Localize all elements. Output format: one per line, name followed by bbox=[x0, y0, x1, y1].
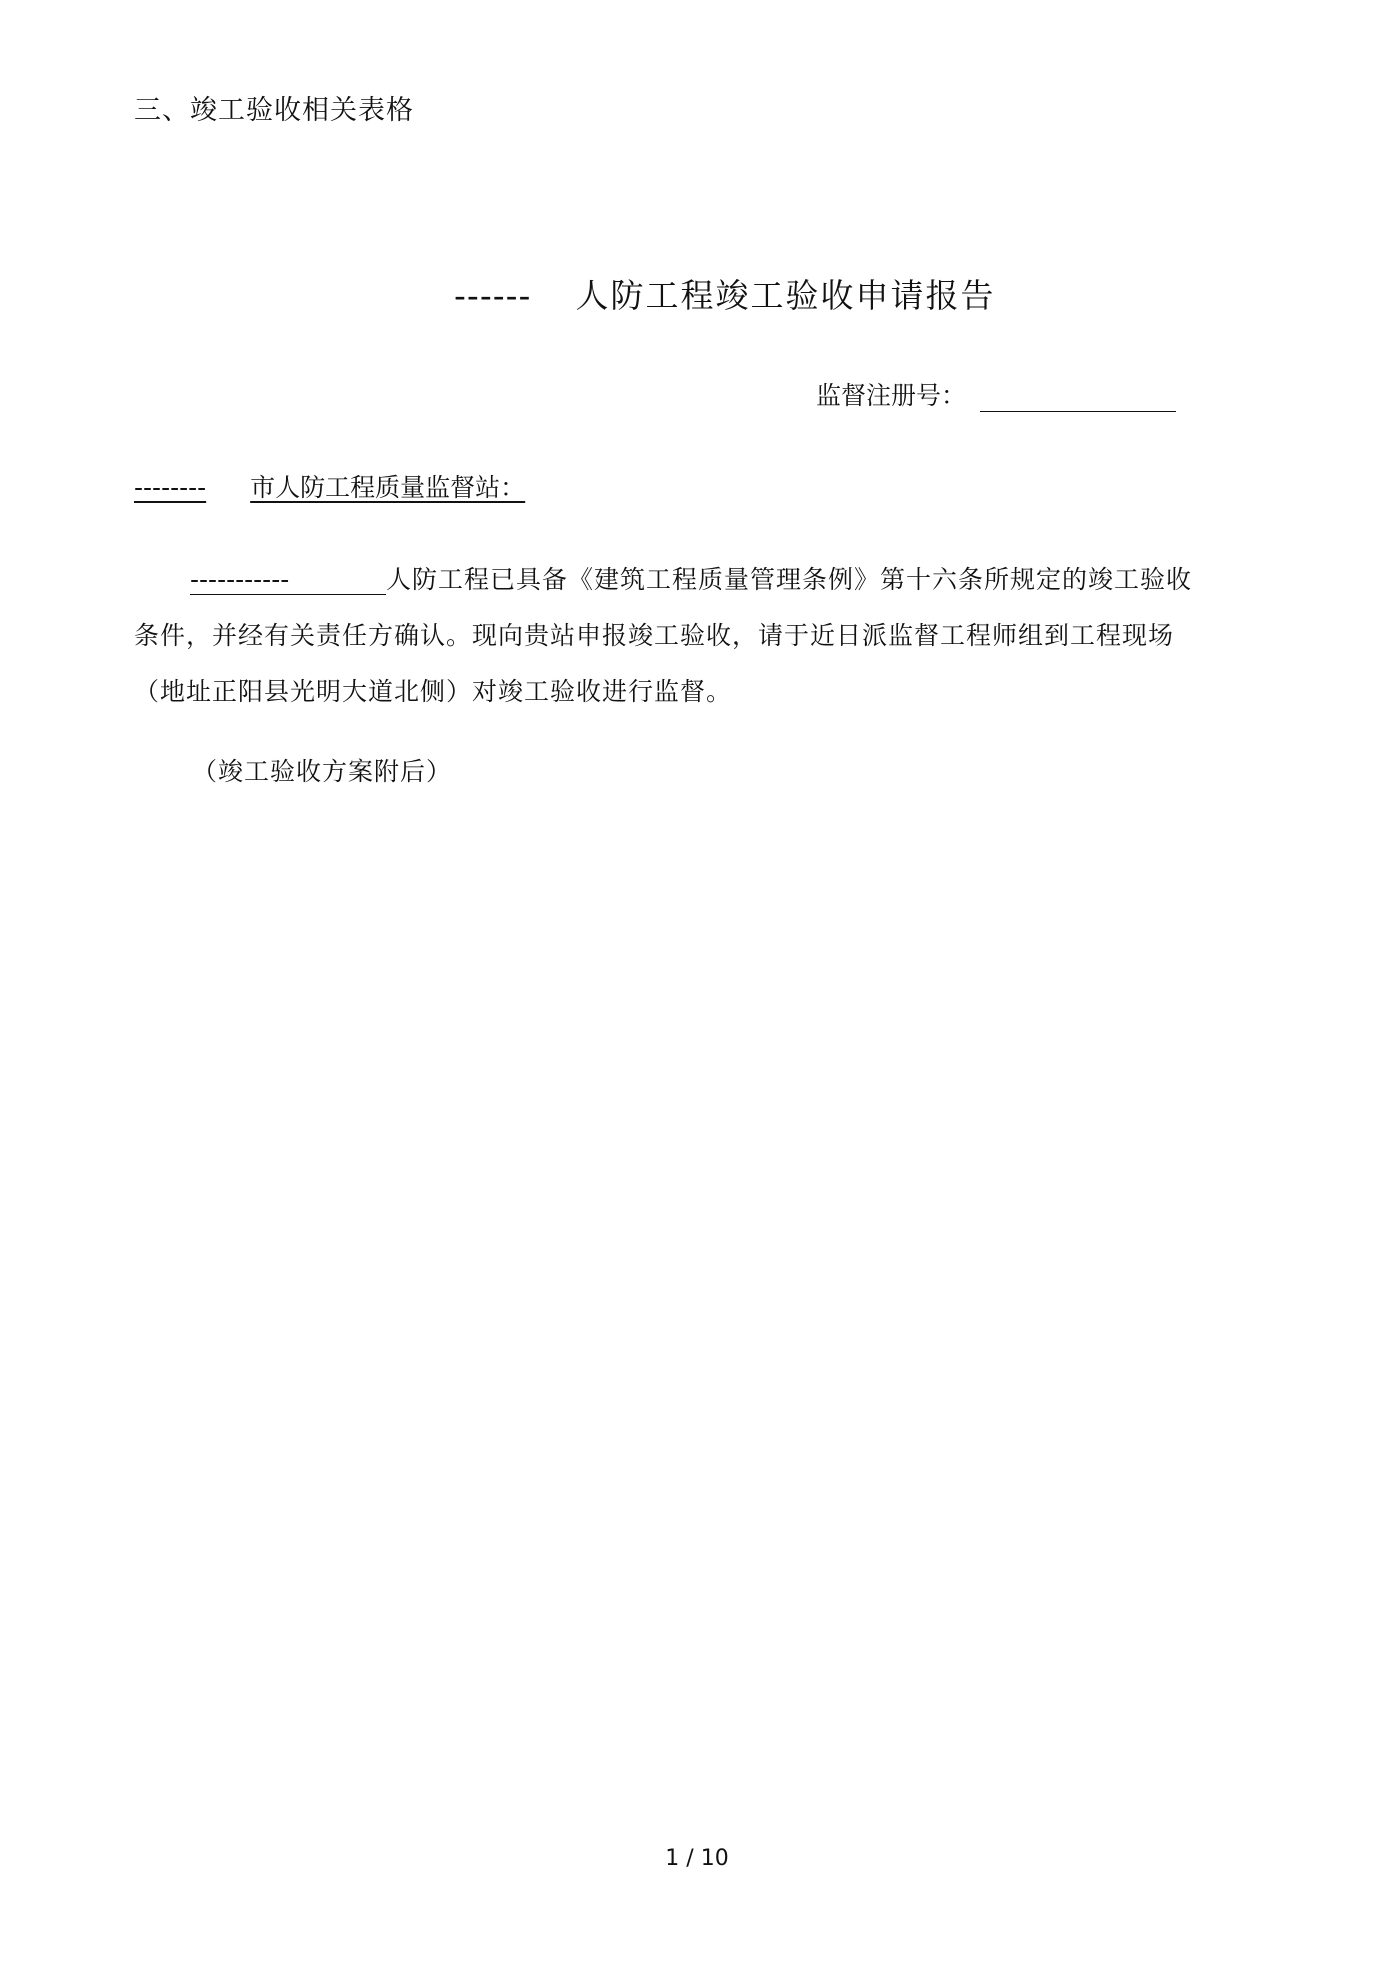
page-number: 1 / 10 bbox=[665, 1846, 729, 1871]
supervision-registration-blank[interactable] bbox=[980, 385, 1176, 412]
body-line-1 bbox=[134, 552, 1214, 608]
body-line-2: 条件，并经有关责任方确认。现向贵站申报竣工验收，请于近日派监督工程师组到工程现场 bbox=[134, 621, 1175, 650]
body-line-3: （地址正阳县光明大道北侧）对竣工验收进行监督。 bbox=[134, 677, 733, 706]
body-line-1-text: 人防工程已具备《建筑工程质量管理条例》第十六条所规定的竣工验收 bbox=[386, 565, 1193, 594]
report-title-text: 人防工程竣工验收申请报告 bbox=[575, 276, 996, 315]
addressee bbox=[134, 468, 525, 504]
addressee-dash: -------- bbox=[134, 473, 207, 502]
report-title bbox=[454, 270, 995, 317]
body-paragraph bbox=[134, 552, 1214, 720]
attachment-note: （竣工验收方案附后） bbox=[192, 757, 453, 786]
project-name-blank[interactable]: ----------- bbox=[190, 566, 386, 595]
addressee-text: 市人防工程质量监督站： bbox=[250, 473, 526, 502]
section-heading: 三、竣工验收相关表格 bbox=[134, 95, 414, 126]
supervision-registration bbox=[816, 376, 1176, 412]
report-title-dash: ------ bbox=[454, 276, 532, 315]
supervision-registration-label: 监督注册号： bbox=[816, 381, 967, 410]
